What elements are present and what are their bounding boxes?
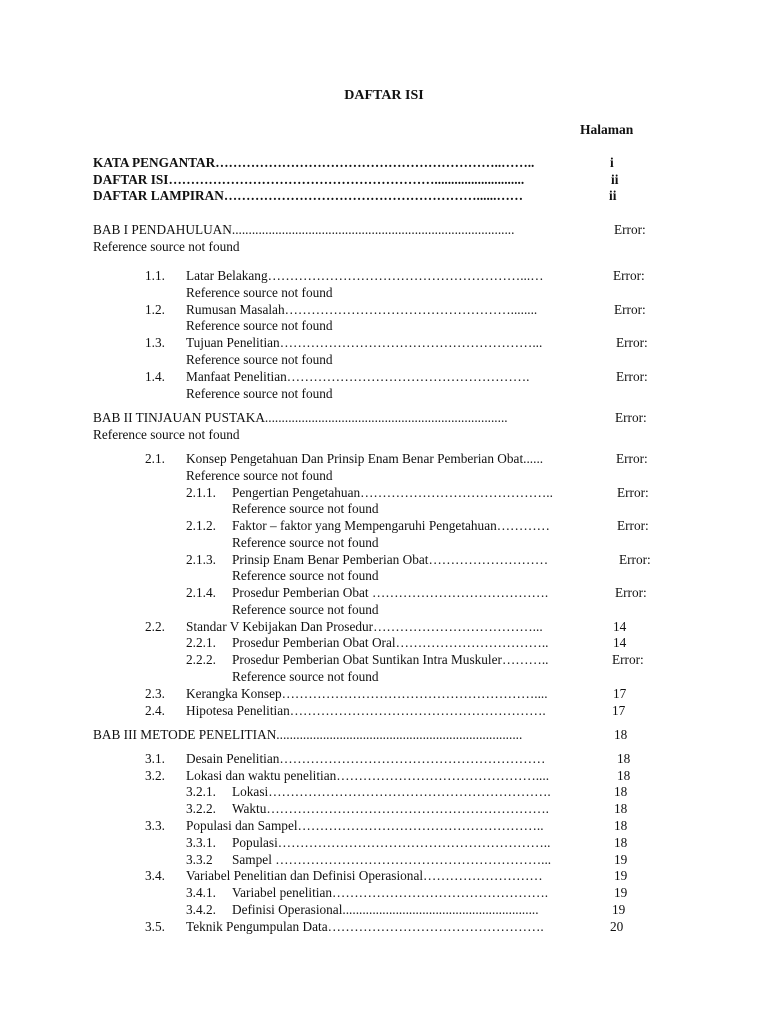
toc-entry: Faktor – faktor yang Mempengaruhi Pengetahuan………… (232, 518, 550, 533)
toc-page: i (610, 155, 614, 170)
toc-page: 18 (614, 727, 628, 742)
toc-number: 3.2. (145, 768, 165, 783)
toc-page: Error: (617, 518, 649, 533)
toc-number: 3.3. (145, 818, 165, 833)
toc-entry: Rumusan Masalah……………………………………………........ (186, 302, 538, 317)
toc-page: 14 (613, 635, 627, 650)
toc-number: 3.3.2 (186, 852, 213, 867)
toc-page-continuation: Reference source not found (232, 535, 379, 550)
toc-page-continuation: Reference source not found (186, 318, 333, 333)
toc-number: 2.4. (145, 703, 165, 718)
toc-entry: Prinsip Enam Benar Pemberian Obat……………………… (232, 552, 549, 567)
toc-page: 18 (614, 784, 628, 799)
toc-number: 1.3. (145, 335, 165, 350)
toc-page: 19 (612, 902, 626, 917)
toc-entry: Lokasi dan waktu penelitian……………………………………….... (186, 768, 550, 783)
toc-page: Error: (612, 652, 644, 667)
toc-page-continuation: Reference source not found (186, 285, 333, 300)
toc-page: 18 (617, 768, 631, 783)
toc-page: 18 (614, 801, 628, 816)
toc-entry: Definisi Operasional........................................................... (232, 902, 539, 917)
toc-number: 2.1. (145, 451, 165, 466)
toc-entry: Waktu………………………………………………………. (232, 801, 549, 816)
toc-page: Error: (616, 335, 648, 350)
toc-page: 18 (614, 818, 628, 833)
toc-number: 2.3. (145, 686, 165, 701)
toc-page-continuation: Reference source not found (232, 602, 379, 617)
toc-entry: Sampel ……………………………………………………... (232, 852, 552, 867)
toc-entry: Latar Belakang…………………………………………………...… (186, 268, 544, 283)
toc-entry: Prosedur Pemberian Obat Oral…………………………….. (232, 635, 549, 650)
toc-page: Error: (615, 585, 647, 600)
toc-page-continuation: Reference source not found (232, 501, 379, 516)
toc-page: 17 (613, 686, 627, 701)
toc-page: 19 (614, 868, 628, 883)
toc-entry: Variabel Penelitian dan Definisi Operasional……………………… (186, 868, 543, 883)
toc-number: 3.2.1. (186, 784, 216, 799)
toc-number: 1.2. (145, 302, 165, 317)
toc-entry: Konsep Pengetahuan Dan Prinsip Enam Benar Pemberian Obat...... (186, 451, 544, 466)
toc-entry-daftar-isi: DAFTAR ISI……………………………………………………........................... (93, 172, 525, 187)
toc-number: 2.1.2. (186, 518, 216, 533)
toc-entry-kata-pengantar: KATA PENGANTAR………………………………………………………..…….. (93, 155, 535, 170)
toc-page: Error: (614, 222, 646, 237)
toc-entry: Kerangka Konsep………………………………………………….... (186, 686, 548, 701)
toc-page-continuation: Reference source not found (93, 427, 240, 442)
toc-number: 3.5. (145, 919, 165, 934)
toc-page: 14 (613, 619, 627, 634)
toc-number: 3.1. (145, 751, 165, 766)
page-title: DAFTAR ISI (344, 88, 424, 103)
toc-number: 2.1.1. (186, 485, 216, 500)
toc-entry: Manfaat Penelitian………………………………………………. (186, 369, 530, 384)
toc-page: ii (611, 172, 619, 187)
toc-number: 3.3.1. (186, 835, 216, 850)
page-column-header: Halaman (580, 122, 634, 137)
toc-page-continuation: Reference source not found (232, 669, 379, 684)
toc-number: 3.2.2. (186, 801, 216, 816)
toc-page: 18 (617, 751, 631, 766)
toc-number: 1.4. (145, 369, 165, 384)
toc-entry: Prosedur Pemberian Obat Suntikan Intra Muskuler……….. (232, 652, 549, 667)
toc-page-continuation: Reference source not found (186, 386, 333, 401)
toc-page: Error: (616, 451, 648, 466)
toc-page-continuation: Reference source not found (186, 468, 333, 483)
toc-number: 3.4. (145, 868, 165, 883)
toc-page-continuation: Reference source not found (232, 568, 379, 583)
toc-entry: Populasi…………………………………………………….. (232, 835, 551, 850)
toc-entry: Desain Penelitian…………………………………………………… (186, 751, 546, 766)
toc-chapter-bab-3: BAB III METODE PENELITIAN.......................................................................... (93, 727, 523, 742)
toc-entry: Standar V Kebijakan Dan Prosedur………………………………... (186, 619, 543, 634)
toc-entry: Populasi dan Sampel……………………………………………….. (186, 818, 544, 833)
toc-entry: Tujuan Penelitian…………………………………………………... (186, 335, 543, 350)
toc-number: 2.2.2. (186, 652, 216, 667)
toc-entry: Pengertian Pengetahuan…………………………………….. (232, 485, 553, 500)
toc-number: 1.1. (145, 268, 165, 283)
toc-number: 3.4.1. (186, 885, 216, 900)
toc-entry: Lokasi………………………………………………………. (232, 784, 551, 799)
toc-page: Error: (619, 552, 651, 567)
toc-page: Error: (613, 268, 645, 283)
toc-chapter-bab-2: BAB II TINJAUAN PUSTAKA......................................................................... (93, 410, 508, 425)
toc-entry: Hipotesa Penelitian…………………………………………………. (186, 703, 546, 718)
toc-page: Error: (617, 485, 649, 500)
toc-page-continuation: Reference source not found (93, 239, 240, 254)
toc-number: 2.1.3. (186, 552, 216, 567)
toc-number: 2.1.4. (186, 585, 216, 600)
toc-number: 2.2. (145, 619, 165, 634)
toc-chapter-bab-1: BAB I PENDAHULUAN..................................................................................... (93, 222, 515, 237)
toc-page: 19 (614, 885, 628, 900)
toc-page: ii (609, 188, 617, 203)
toc-page: Error: (615, 410, 647, 425)
toc-entry: Variabel penelitian…………………………………………. (232, 885, 549, 900)
toc-page: 18 (614, 835, 628, 850)
toc-number: 2.2.1. (186, 635, 216, 650)
toc-entry-daftar-lampiran: DAFTAR LAMPIRAN…………………………………………………......…… (93, 188, 524, 203)
toc-page: Error: (614, 302, 646, 317)
toc-page: Error: (616, 369, 648, 384)
toc-page: 17 (612, 703, 626, 718)
toc-page-continuation: Reference source not found (186, 352, 333, 367)
toc-page: 20 (610, 919, 624, 934)
toc-entry: Teknik Pengumpulan Data…………………………………………. (186, 919, 544, 934)
toc-page: 19 (614, 852, 628, 867)
toc-number: 3.4.2. (186, 902, 216, 917)
toc-entry: Prosedur Pemberian Obat …………………………………. (232, 585, 549, 600)
